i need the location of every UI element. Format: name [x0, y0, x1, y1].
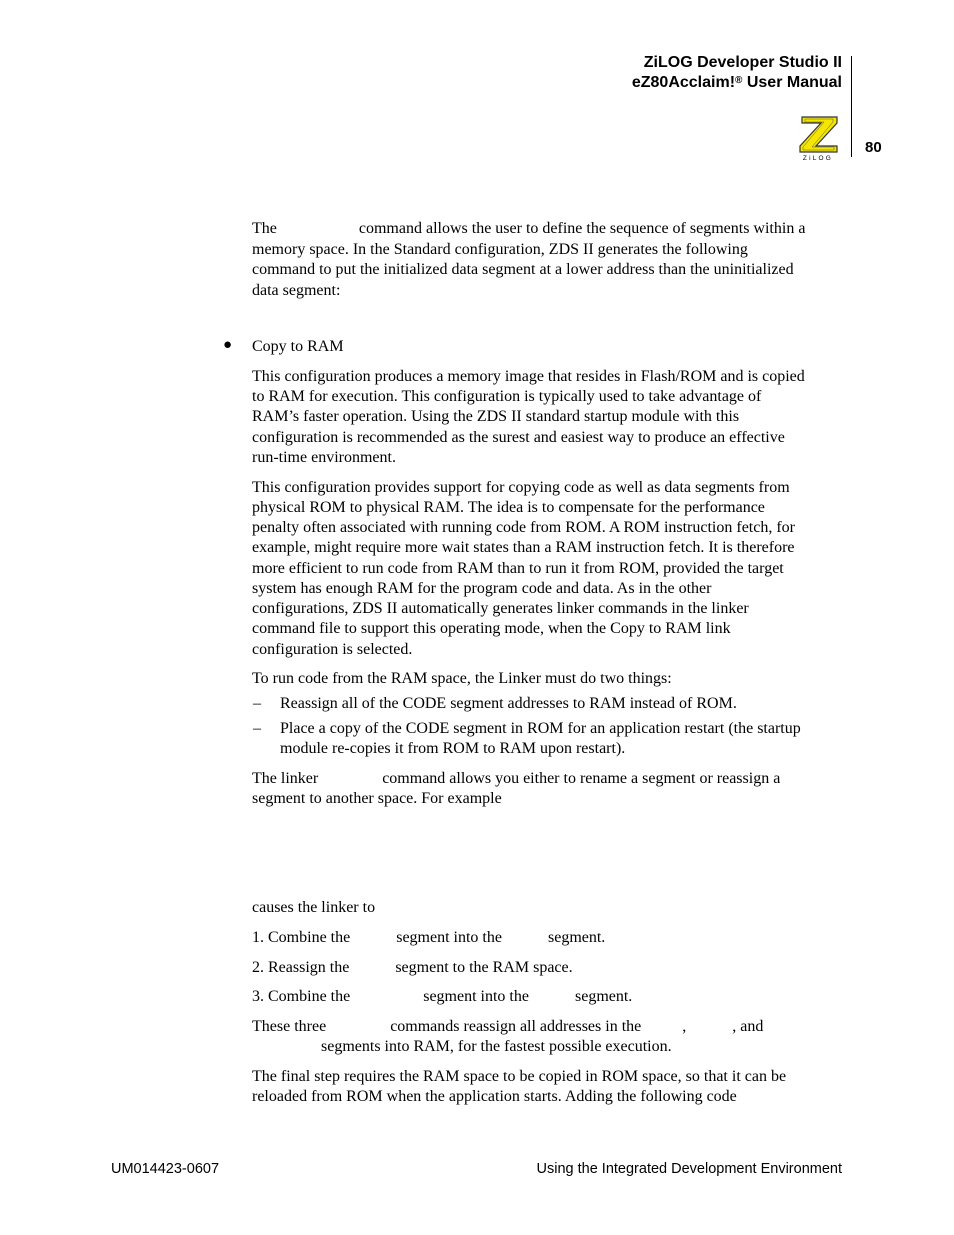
para3-line7: configurations, ZDS II automatically generates linker commands in the linker: [252, 600, 749, 617]
zilog-logo-icon: [793, 113, 843, 161]
page-number: 80: [865, 139, 882, 156]
para6: causes the linker to: [252, 899, 376, 916]
para2-line4: configuration is recommended as the surest and easiest way to produce an effective: [252, 429, 785, 446]
para3-line4: example, might require more wait states than a RAM instruction fetch. It is therefore: [252, 539, 795, 556]
para5-line2: segment to another space. For example: [252, 790, 502, 807]
para3-line3: penalty often associated with running code from ROM. A ROM instruction fetch, for: [252, 519, 796, 536]
para1-line3: command to put the initialized data segment at a lower address than the uninitialized: [252, 261, 794, 278]
dash-item-1: Reassign all of the CODE segment addresses to RAM instead of ROM.: [280, 695, 737, 712]
bullet-heading: Copy to RAM: [252, 338, 344, 355]
para8-line2: reloaded from ROM when the application starts. Adding the following code: [252, 1088, 737, 1105]
para3-line8: command file to support this operating mode, when the Copy to RAM link: [252, 620, 731, 637]
para2-line2: to RAM for execution. This configuration is typically used to take advantage of: [252, 388, 762, 405]
para4: To run code from the RAM space, the Linker must do two things:: [252, 670, 672, 687]
para8-line1: The final step requires the RAM space to be copied in ROM space, so that it can be: [252, 1068, 787, 1085]
para7-line2: segments into RAM, for the fastest possible execution.: [321, 1038, 672, 1055]
dash-item-2-line2: module re-copies it from ROM to RAM upon restart).: [280, 740, 626, 757]
para1-line4: data segment:: [252, 282, 341, 299]
step-3: 3. Combine the segment into the segment.: [252, 988, 633, 1005]
bullet-dot-icon: ●: [223, 337, 233, 353]
para1-line1: The command allows the user to define the sequence of segments within a: [252, 220, 806, 237]
para3-line5: more efficient to run code from RAM than to run it from ROM, provided the target: [252, 560, 784, 577]
header-divider: [851, 56, 852, 157]
registered-mark: ®: [735, 75, 743, 86]
step-2: 2. Reassign the segment to the RAM space.: [252, 959, 573, 976]
footer-doc-id: UM014423-0607: [111, 1161, 220, 1177]
para3-line9: configuration is selected.: [252, 641, 413, 658]
header-title-line1: ZiLOG Developer Studio II: [643, 54, 842, 71]
para3-line1: This configuration provides support for copying code as well as data segments from: [252, 479, 790, 496]
logo-wordmark: ZiLOG: [802, 155, 834, 161]
header-title-line2: eZ80Acclaim!® User Manual: [631, 74, 842, 91]
para3-line6: system has enough RAM for the program code and data. As in the other: [252, 580, 712, 597]
para2-line3: RAM’s faster operation. Using the ZDS II standard startup module with this: [252, 408, 740, 425]
footer-section-title: Using the Integrated Development Environment: [536, 1161, 842, 1177]
para7-line1: These three commands reassign all addresses in the , , and: [252, 1018, 764, 1035]
para1-line2: memory space. In the Standard configuration, ZDS II generates the following: [252, 241, 748, 258]
dash-mark-1: –: [253, 695, 261, 712]
dash-mark-2: –: [253, 720, 261, 737]
step-1: 1. Combine the segment into the segment.: [252, 929, 606, 946]
dash-item-2-line1: Place a copy of the CODE segment in ROM for an application restart (the startup: [280, 720, 801, 737]
para5-line1: The linker command allows you either to rename a segment or reassign a: [252, 770, 781, 787]
para2-line5: run-time environment.: [252, 449, 396, 466]
para3-line2: physical ROM to physical RAM. The idea is to compensate for the performance: [252, 499, 765, 516]
para2-line1: This configuration produces a memory image that resides in Flash/ROM and is copied: [252, 368, 805, 385]
